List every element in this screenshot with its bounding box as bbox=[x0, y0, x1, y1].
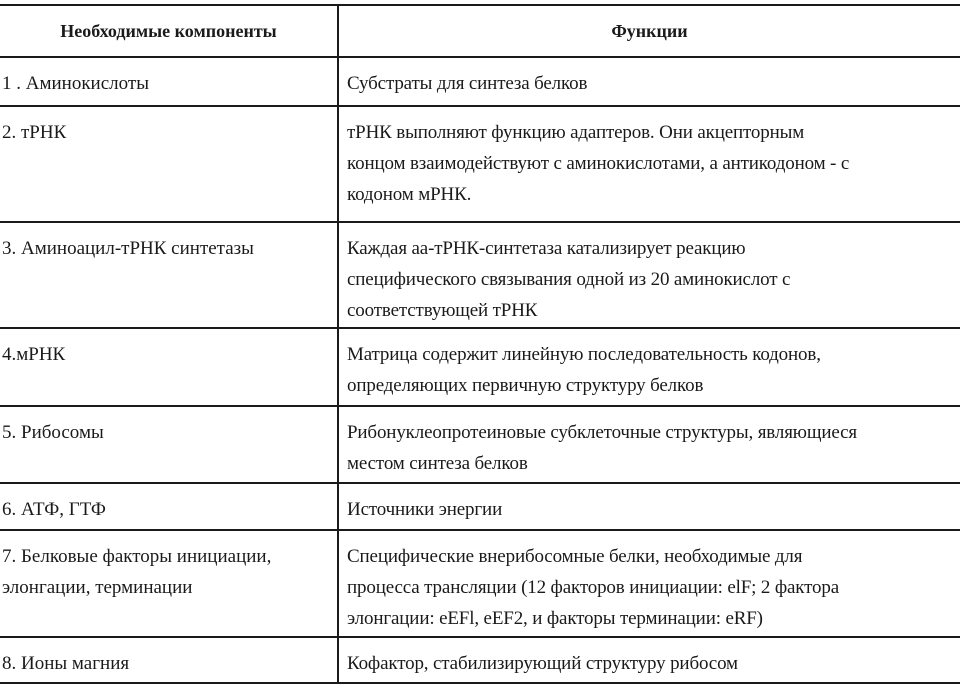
cell-line: Рибонуклеопротеиновые субклеточные структуры, являющиеся bbox=[347, 422, 857, 443]
cell-line: процесса трансляции (12 факторов инициации: elF; 2 фактора bbox=[347, 577, 840, 598]
header-functions: Функции bbox=[338, 5, 960, 57]
cell-line: 2. тРНК bbox=[2, 122, 67, 143]
cell-line: 8. Ионы магния bbox=[2, 653, 130, 674]
table-row bbox=[0, 106, 960, 222]
cell-line: кодоном мРНК. bbox=[347, 184, 472, 205]
function-cell bbox=[338, 530, 960, 637]
function-cell bbox=[338, 406, 960, 483]
header-row bbox=[0, 5, 960, 57]
function-cell bbox=[338, 637, 960, 683]
cell-line: 4.мРНК bbox=[2, 344, 66, 365]
table-row bbox=[0, 483, 960, 530]
function-cell bbox=[338, 222, 960, 328]
cell-line: определяющих первичную структуру белков bbox=[347, 375, 704, 396]
components-table bbox=[0, 4, 960, 684]
component-cell bbox=[0, 328, 338, 406]
table-row bbox=[0, 637, 960, 683]
cell-line: Субстраты для синтеза белков bbox=[347, 73, 588, 94]
table-row bbox=[0, 222, 960, 328]
function-cell bbox=[338, 483, 960, 530]
cell-line: местом синтеза белков bbox=[347, 453, 528, 474]
table-row bbox=[0, 530, 960, 637]
cell-line: соответствующей тРНК bbox=[347, 300, 538, 321]
header-components: Необходимые компоненты bbox=[0, 5, 338, 57]
cell-line: Источники энергии bbox=[347, 499, 503, 520]
cell-line: Матрица содержит линейную последовательность кодонов, bbox=[347, 344, 821, 365]
cell-line: тРНК выполняют функцию адаптеров. Они акцепторным bbox=[347, 122, 805, 143]
cell-line: 7. Белковые факторы инициации, bbox=[2, 546, 272, 567]
component-cell bbox=[0, 483, 338, 530]
component-cell bbox=[0, 222, 338, 328]
cell-line: специфического связывания одной из 20 аминокислот с bbox=[347, 269, 791, 290]
cell-line: концом взаимодействуют с аминокислотами, а антикодоном - с bbox=[347, 153, 850, 174]
component-cell bbox=[0, 406, 338, 483]
cell-line: 3. Аминоацил-тРНК синтетазы bbox=[2, 238, 254, 259]
component-cell bbox=[0, 637, 338, 683]
function-cell bbox=[338, 328, 960, 406]
component-cell bbox=[0, 530, 338, 637]
cell-line: Кофактор, стабилизирующий структуру рибосом bbox=[347, 653, 738, 674]
cell-line: 6. АТФ, ГТФ bbox=[2, 499, 106, 520]
component-cell bbox=[0, 106, 338, 222]
cell-line: Каждая аа-тРНК-синтетаза катализирует реакцию bbox=[347, 238, 746, 259]
cell-line: 1 . Аминокислоты bbox=[2, 73, 149, 94]
table-row bbox=[0, 57, 960, 106]
table-row bbox=[0, 406, 960, 483]
cell-line: элонгации: eEFl, eEF2, и факторы терминации: eRF) bbox=[347, 608, 763, 629]
function-cell bbox=[338, 57, 960, 106]
cell-line: элонгации, терминации bbox=[2, 577, 193, 598]
component-cell bbox=[0, 57, 338, 106]
function-cell bbox=[338, 106, 960, 222]
cell-line: 5. Рибосомы bbox=[2, 422, 104, 443]
cell-line: Специфические внерибосомные белки, необходимые для bbox=[347, 546, 803, 567]
table-row bbox=[0, 328, 960, 406]
